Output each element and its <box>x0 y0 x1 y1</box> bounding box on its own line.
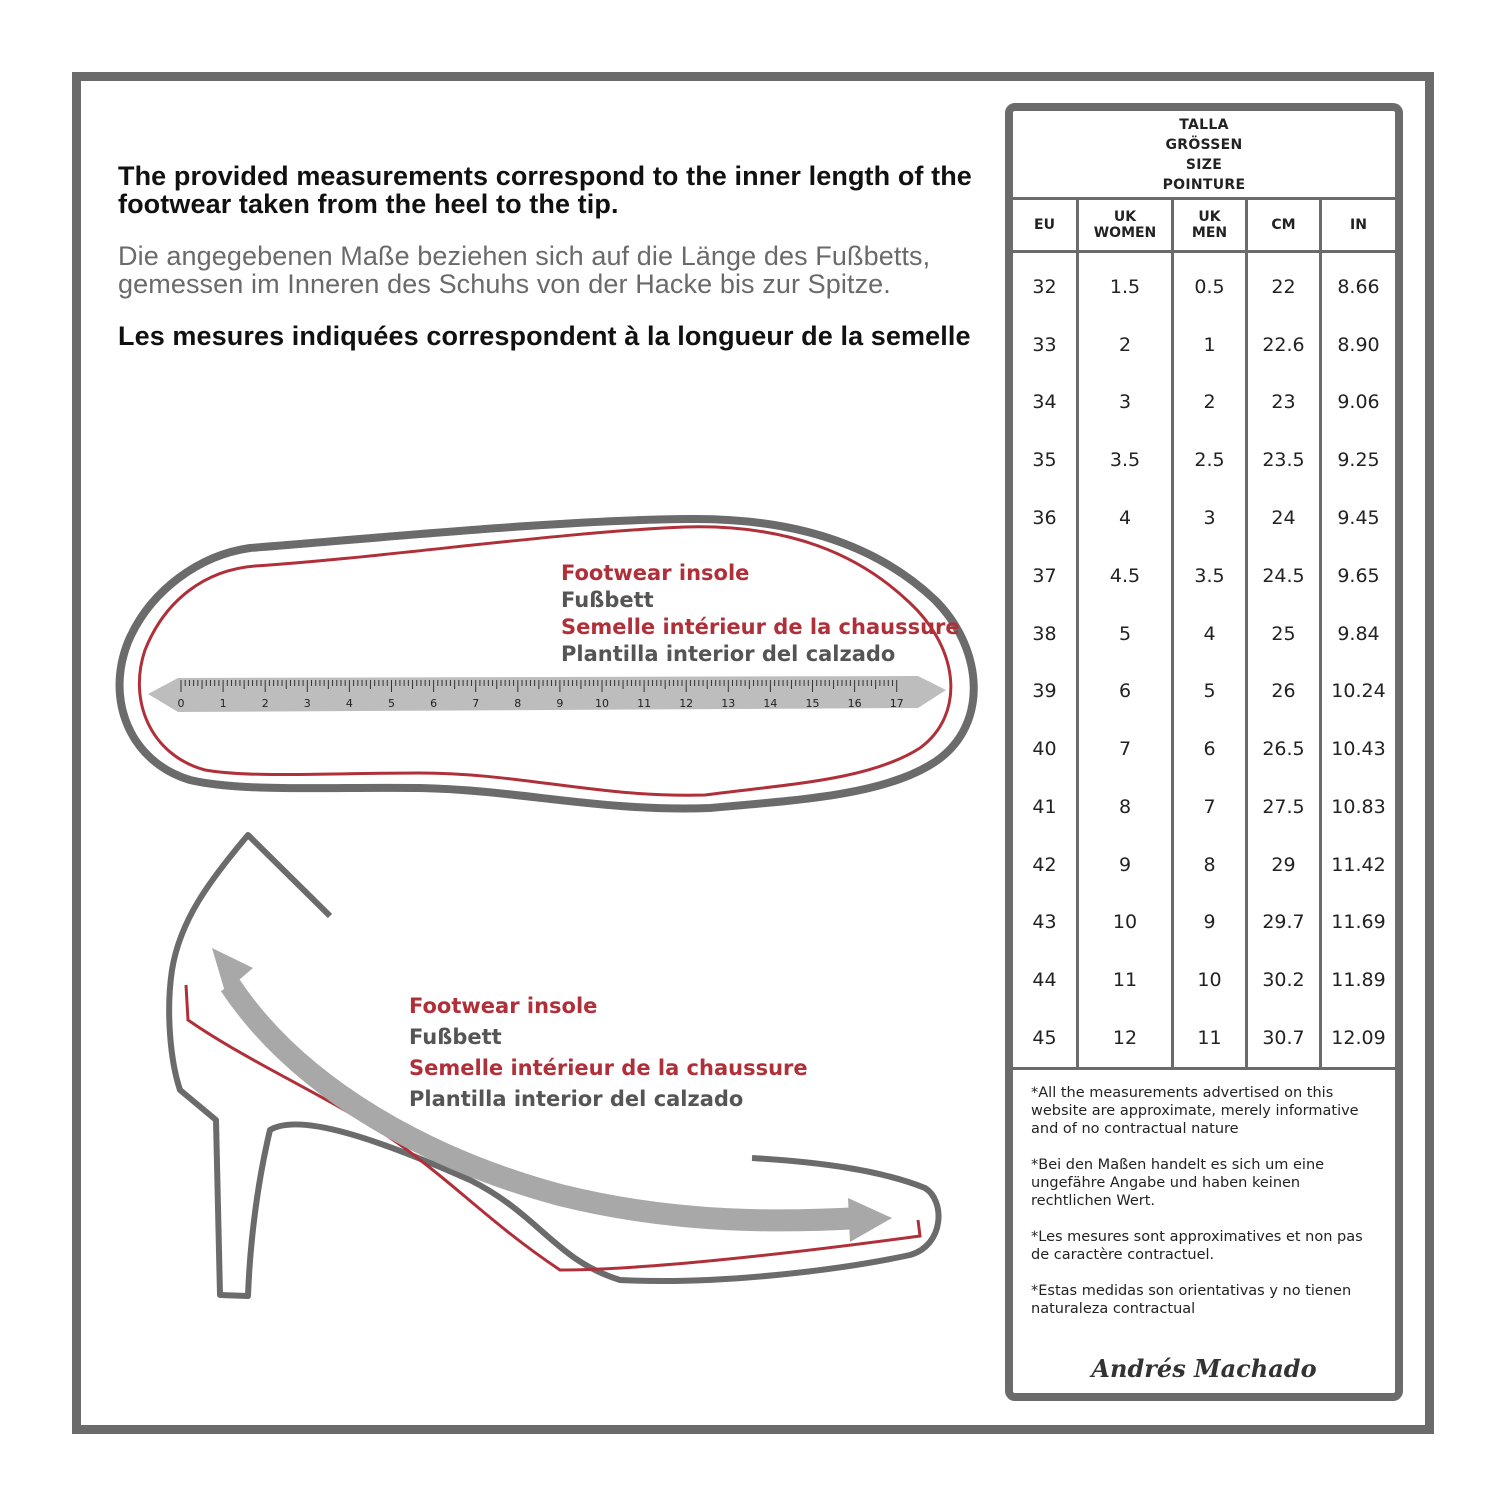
table-cell: 24 <box>1271 507 1296 530</box>
table-cell: 3.5 <box>1194 564 1225 587</box>
table-cell: 11.89 <box>1331 969 1386 992</box>
table-cell: 3 <box>1203 507 1216 530</box>
table-cell: 2.5 <box>1194 449 1225 472</box>
table-cell: 10.24 <box>1331 680 1386 703</box>
table-cell: 9.06 <box>1337 391 1380 414</box>
ruler-number: 3 <box>303 697 311 710</box>
note-de: *Bei den Maßen handelt es sich um eine ungefähre Angabe und haben keinen rechtlichen Wert. <box>1031 1157 1325 1209</box>
title-line-talla: TALLA <box>1179 117 1229 133</box>
table-cell: 8.90 <box>1337 333 1380 356</box>
shoe-label-de: Fußbett <box>409 1025 502 1049</box>
table-header-row <box>1013 200 1395 253</box>
table-cell: 23.5 <box>1262 449 1305 472</box>
shoe-label-en: Footwear insole <box>409 994 598 1018</box>
note-en: *All the measurements advertised on this website are approximate, merely informative and of no contractual nature <box>1031 1085 1359 1137</box>
table-cell: 45 <box>1032 1027 1057 1050</box>
table-cell: 3.5 <box>1109 449 1141 472</box>
table-cell: 9 <box>1118 853 1132 876</box>
ruler-number: 6 <box>430 697 438 710</box>
table-cell: 26 <box>1271 680 1296 703</box>
table-cell: 7 <box>1118 738 1132 761</box>
table-cell: 40 <box>1032 738 1057 761</box>
ruler-number: 7 <box>472 697 480 710</box>
col-header-eu: EU <box>1013 200 1079 250</box>
table-cell: 26.5 <box>1262 738 1305 761</box>
disclaimer-notes <box>1013 1070 1395 1318</box>
ruler-number: 0 <box>177 697 185 710</box>
table-cell: 3 <box>1118 391 1132 414</box>
table-cell: 37 <box>1032 564 1057 587</box>
col-in <box>1322 253 1395 1067</box>
table-cell: 10.83 <box>1331 795 1386 818</box>
table-cell: 8 <box>1118 795 1132 818</box>
table-cell: 30.2 <box>1262 969 1305 992</box>
table-cell: 44 <box>1032 969 1057 992</box>
table-cell: 4.5 <box>1109 564 1141 587</box>
table-cell: 12 <box>1112 1027 1138 1050</box>
table-cell: 36 <box>1032 507 1057 530</box>
col-uk-women <box>1079 253 1174 1067</box>
table-cell: 10 <box>1112 911 1138 934</box>
note-es: *Estas medidas son orientativas y no tienen naturaleza contractual <box>1031 1283 1352 1317</box>
ruler-number: 8 <box>514 697 522 710</box>
table-cell: 9.84 <box>1337 622 1380 645</box>
table-cell: 4 <box>1118 507 1132 530</box>
ruler-number: 4 <box>345 697 353 710</box>
table-cell: 29 <box>1271 853 1296 876</box>
table-cell: 11 <box>1197 1027 1222 1050</box>
ruler-number: 5 <box>388 697 395 710</box>
table-cell: 11.42 <box>1331 853 1386 876</box>
table-cell: 9.65 <box>1337 564 1380 587</box>
brand-logo: Andrés Machado <box>1091 1354 1317 1383</box>
table-cell: 1 <box>1203 333 1216 356</box>
insole-label-fr: Semelle intérieur de la chaussure <box>561 615 960 639</box>
table-cell: 9 <box>1203 911 1216 934</box>
table-cell: 39 <box>1032 680 1057 703</box>
ruler-number: 12 <box>679 697 694 710</box>
table-cell: 8 <box>1203 853 1216 876</box>
insole-label-en: Footwear insole <box>561 561 750 585</box>
size-table <box>1005 103 1403 1401</box>
ruler-number: 10 <box>595 697 609 710</box>
table-cell: 11.69 <box>1331 911 1386 934</box>
table-cell: 11 <box>1112 969 1138 992</box>
table-cell: 29.7 <box>1262 911 1305 934</box>
ruler-number: 13 <box>721 697 736 710</box>
col-header-in: IN <box>1350 217 1367 233</box>
note-fr: *Les mesures sont approximatives et non pas de caractère contractuel. <box>1031 1229 1363 1263</box>
table-cell: 32 <box>1032 275 1057 298</box>
table-body <box>1013 253 1395 1070</box>
table-cell: 8.66 <box>1337 275 1380 298</box>
table-cell: 35 <box>1032 449 1057 472</box>
ruler-number: 11 <box>637 697 652 710</box>
col-eu <box>1013 253 1079 1067</box>
table-cell: 43 <box>1032 911 1057 934</box>
title-line-pointure: POINTURE <box>1162 177 1246 193</box>
table-cell: 38 <box>1032 622 1057 645</box>
ruler-number: 9 <box>556 697 564 710</box>
ruler-number: 1 <box>219 697 227 710</box>
table-cell: 1.5 <box>1109 275 1141 298</box>
table-cell: 27.5 <box>1262 795 1305 818</box>
table-cell: 7 <box>1203 795 1216 818</box>
ruler-number: 17 <box>889 697 904 710</box>
ruler-number: 14 <box>763 697 778 710</box>
ruler-number: 2 <box>261 697 269 710</box>
table-cell: 22 <box>1271 275 1296 298</box>
table-cell: 9.45 <box>1337 507 1380 530</box>
table-cell: 24.5 <box>1262 564 1305 587</box>
title-line-size: SIZE <box>1185 157 1223 173</box>
intro-english: The provided measurements correspond to the inner length of the footwear taken from the heel to the tip. <box>118 161 972 219</box>
shoe-label-es: Plantilla interior del calzado <box>409 1087 744 1111</box>
table-cell: 33 <box>1032 333 1057 356</box>
table-cell: 5 <box>1203 680 1216 703</box>
table-cell: 22.6 <box>1262 333 1305 356</box>
col-header-uk-men: UK MEN <box>1174 200 1248 250</box>
table-cell: 5 <box>1118 622 1132 645</box>
table-cell: 6 <box>1203 738 1216 761</box>
table-cell: 34 <box>1032 391 1057 414</box>
table-cell: 4 <box>1203 622 1216 645</box>
table-cell: 41 <box>1032 795 1057 818</box>
ruler-number: 16 <box>847 697 862 710</box>
table-cell: 10.43 <box>1331 738 1386 761</box>
table-cell: 42 <box>1032 853 1057 876</box>
col-cm <box>1248 253 1322 1067</box>
ruler-number: 15 <box>805 697 820 710</box>
intro-french: Les mesures indiquées correspondent à la longueur de la semelle <box>118 321 971 351</box>
table-cell: 30.7 <box>1262 1027 1305 1050</box>
table-cell: 2 <box>1118 333 1132 356</box>
col-header-cm: CM <box>1248 200 1322 250</box>
table-cell: 2 <box>1203 391 1216 414</box>
table-cell: 23 <box>1271 391 1296 414</box>
table-cell: 0.5 <box>1194 275 1225 298</box>
title-line-groessen: GRÖSSEN <box>1165 137 1243 153</box>
intro-german: Die angegebenen Maße beziehen sich auf die Länge des Fußbetts, gemessen im Inneren des Schuhs von der Hacke bis zur Spitze. <box>118 241 931 299</box>
col-header-uk-women: UK WOMEN <box>1079 200 1174 250</box>
table-cell: 12.09 <box>1331 1027 1386 1050</box>
shoe-label-fr: Semelle intérieur de la chaussure <box>409 1056 808 1080</box>
insole-label-es: Plantilla interior del calzado <box>561 642 896 666</box>
col-uk-men <box>1174 253 1248 1067</box>
table-cell: 6 <box>1118 680 1132 703</box>
table-cell: 9.25 <box>1337 449 1380 472</box>
table-cell: 10 <box>1197 969 1222 992</box>
insole-label-de: Fußbett <box>561 588 654 612</box>
table-cell: 25 <box>1271 622 1296 645</box>
ruler <box>148 676 946 712</box>
size-table-title <box>1013 111 1395 200</box>
